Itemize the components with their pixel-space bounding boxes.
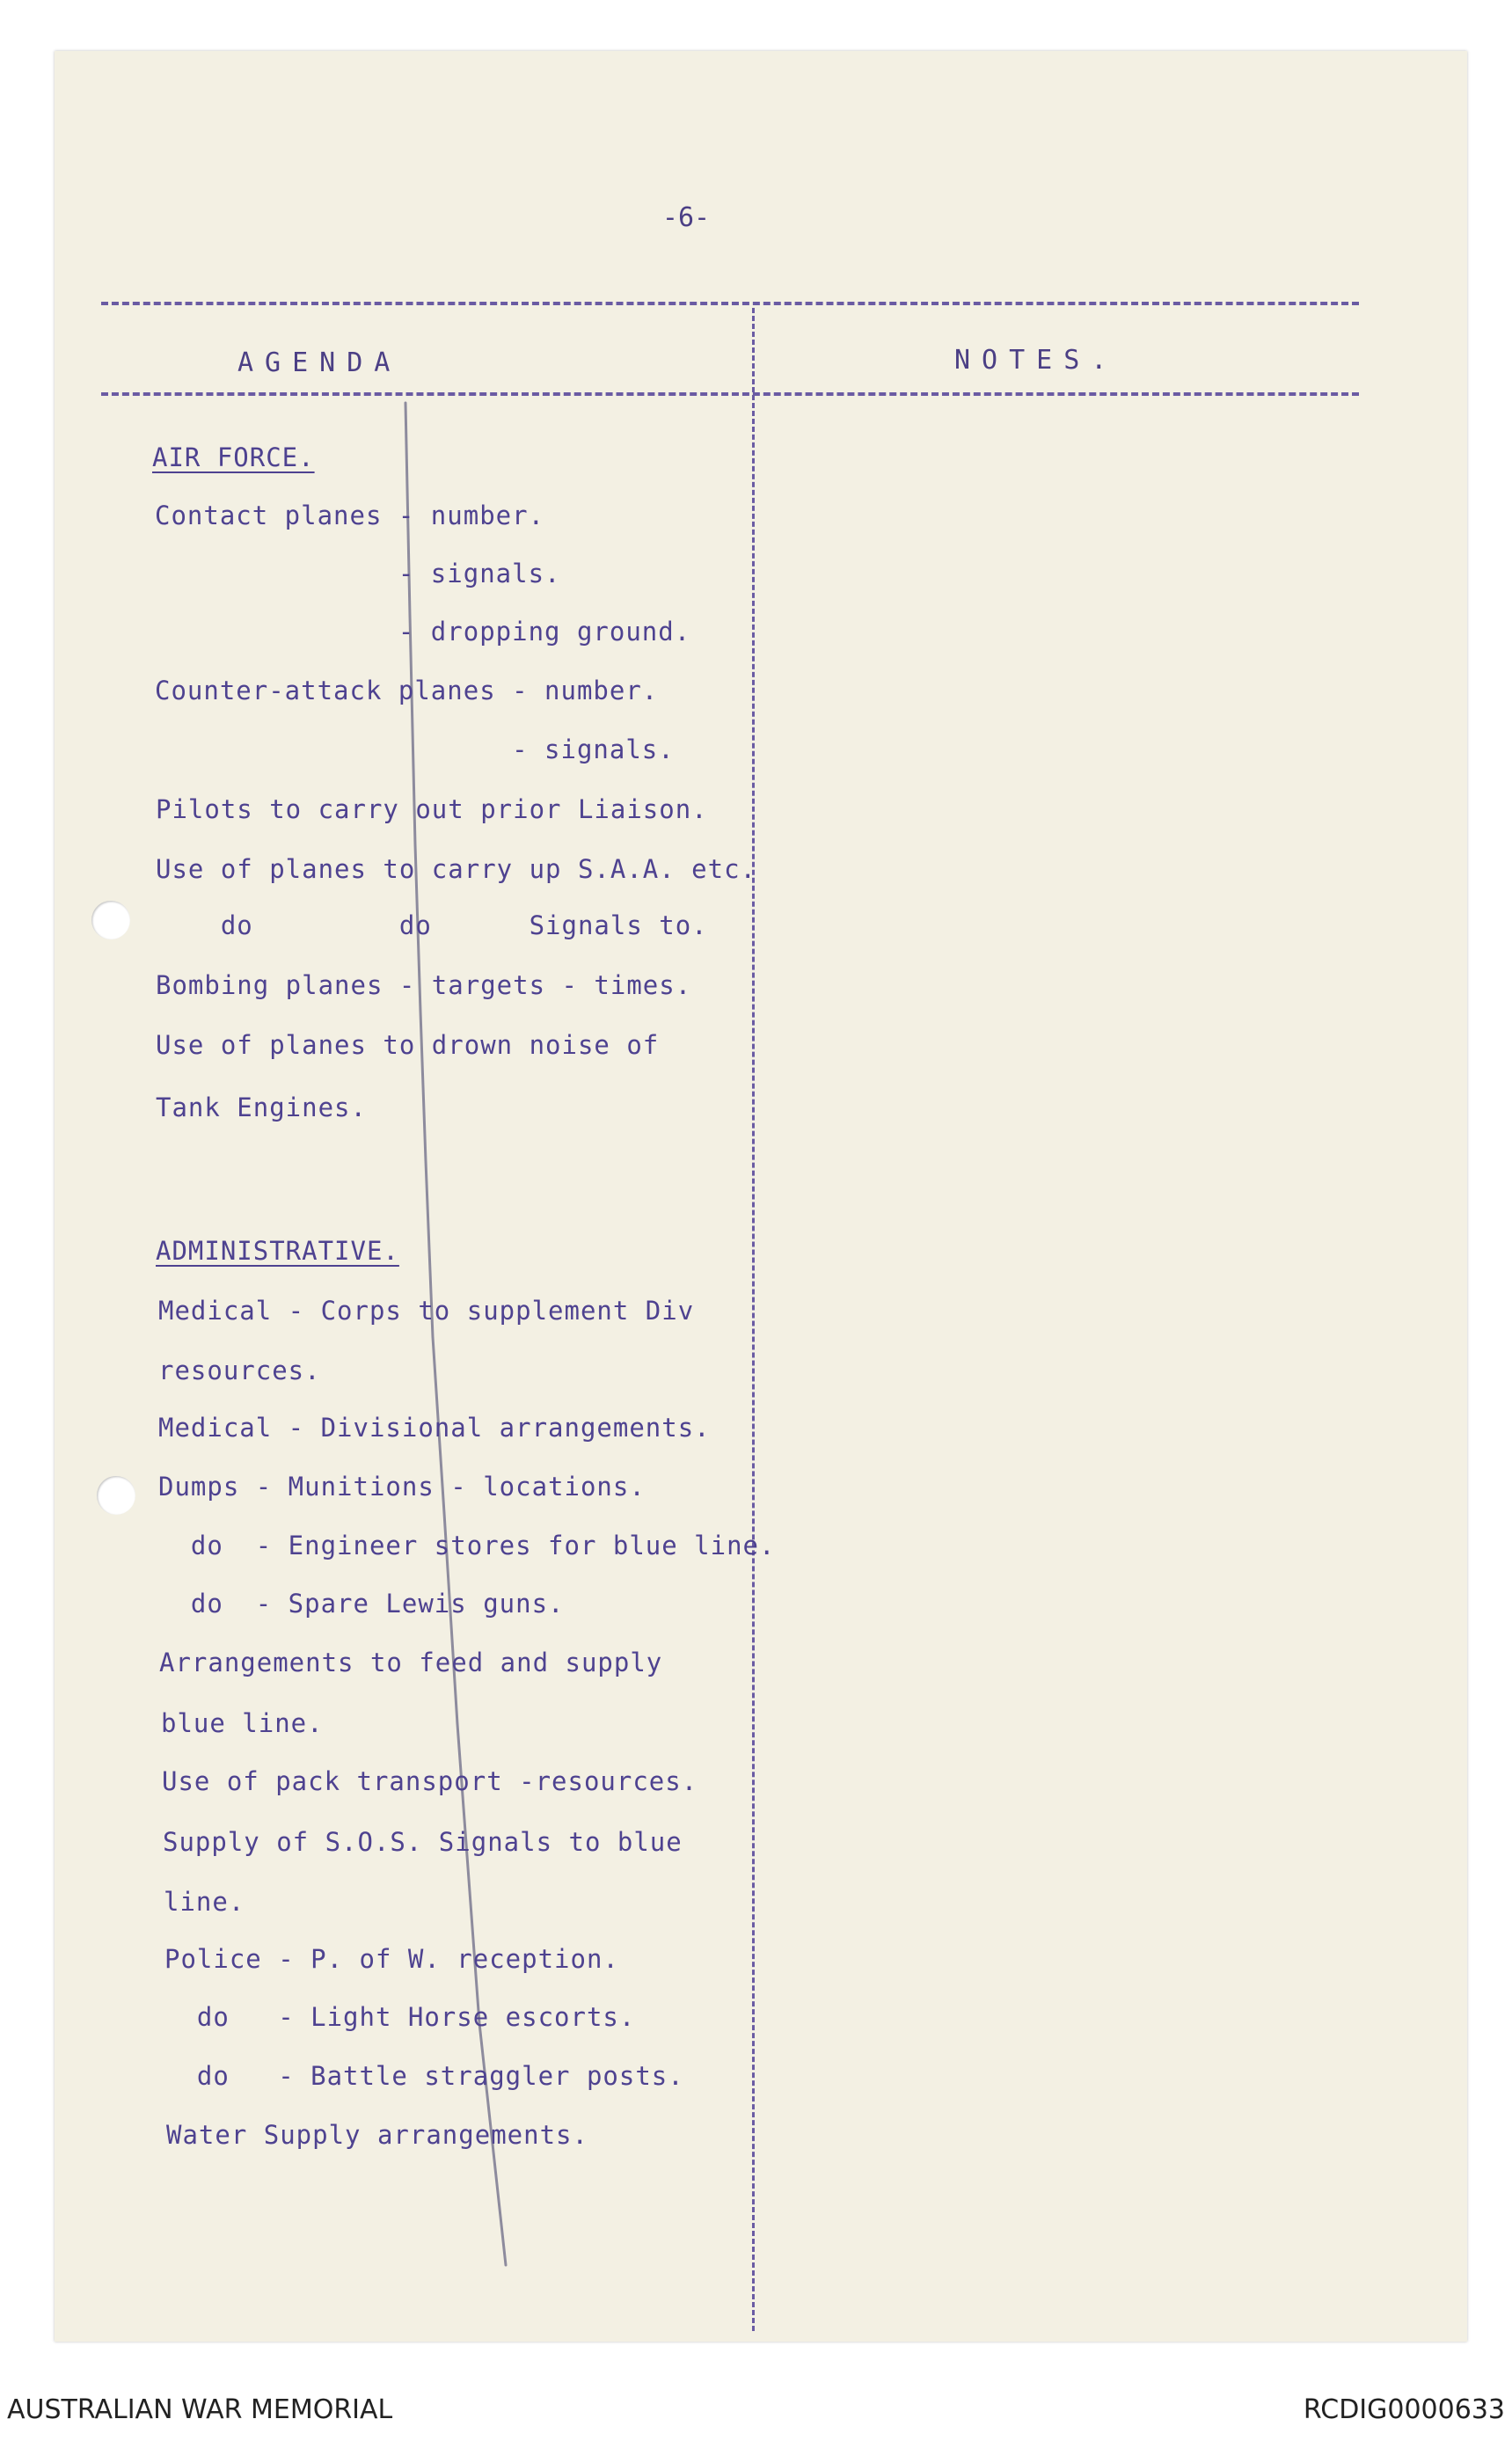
- section-title-air-force: AIR FORCE.: [152, 442, 315, 472]
- agenda-line: - dropping ground.: [155, 617, 691, 647]
- agenda-line: Supply of S.O.S. Signals to blue: [163, 1827, 683, 1857]
- agenda-line: Police - P. of W. reception.: [164, 1944, 619, 1974]
- agenda-line: - signals.: [155, 734, 675, 764]
- agenda-line: Water Supply arrangements.: [166, 2120, 588, 2150]
- agenda-line: Counter-attack planes - number.: [155, 676, 659, 705]
- agenda-line: Dumps - Munitions - locations.: [158, 1472, 646, 1502]
- footer-institution: AUSTRALIAN WAR MEMORIAL: [7, 2394, 393, 2425]
- agenda-line: Bombing planes - targets - times.: [156, 970, 692, 1000]
- agenda-line: Contact planes - number.: [155, 501, 545, 530]
- agenda-line: Pilots to carry out prior Liaison.: [156, 794, 708, 824]
- page-number: -6-: [661, 202, 711, 233]
- agenda-line: do do Signals to.: [156, 910, 708, 940]
- footer-record-id: RCDIG0000633: [1303, 2394, 1505, 2425]
- notes-column-heading: NOTES.: [954, 345, 1119, 376]
- agenda-line: - signals.: [155, 559, 561, 588]
- agenda-line: do - Battle straggler posts.: [164, 2061, 684, 2091]
- section-title-administrative: ADMINISTRATIVE.: [156, 1236, 399, 1266]
- agenda-line: line.: [164, 1887, 245, 1917]
- agenda-line: Use of planes to drown noise of: [156, 1030, 660, 1060]
- agenda-line: do - Light Horse escorts.: [164, 2002, 636, 2032]
- agenda-line: Use of planes to carry up S.A.A. etc.: [156, 854, 757, 884]
- agenda-line: Arrangements to feed and supply: [159, 1648, 663, 1677]
- agenda-line: resources.: [158, 1356, 321, 1385]
- agenda-column-heading: AGENDA: [237, 347, 402, 378]
- agenda-line: Use of pack transport -resources.: [162, 1766, 698, 1796]
- agenda-line: Medical - Divisional arrangements.: [158, 1413, 711, 1443]
- agenda-line: Tank Engines.: [156, 1093, 367, 1122]
- agenda-line: Medical - Corps to supplement Div: [158, 1296, 695, 1326]
- agenda-line: do - Engineer stores for blue line.: [158, 1531, 776, 1560]
- agenda-line: blue line.: [161, 1708, 324, 1738]
- agenda-line: do - Spare Lewis guns.: [158, 1589, 565, 1619]
